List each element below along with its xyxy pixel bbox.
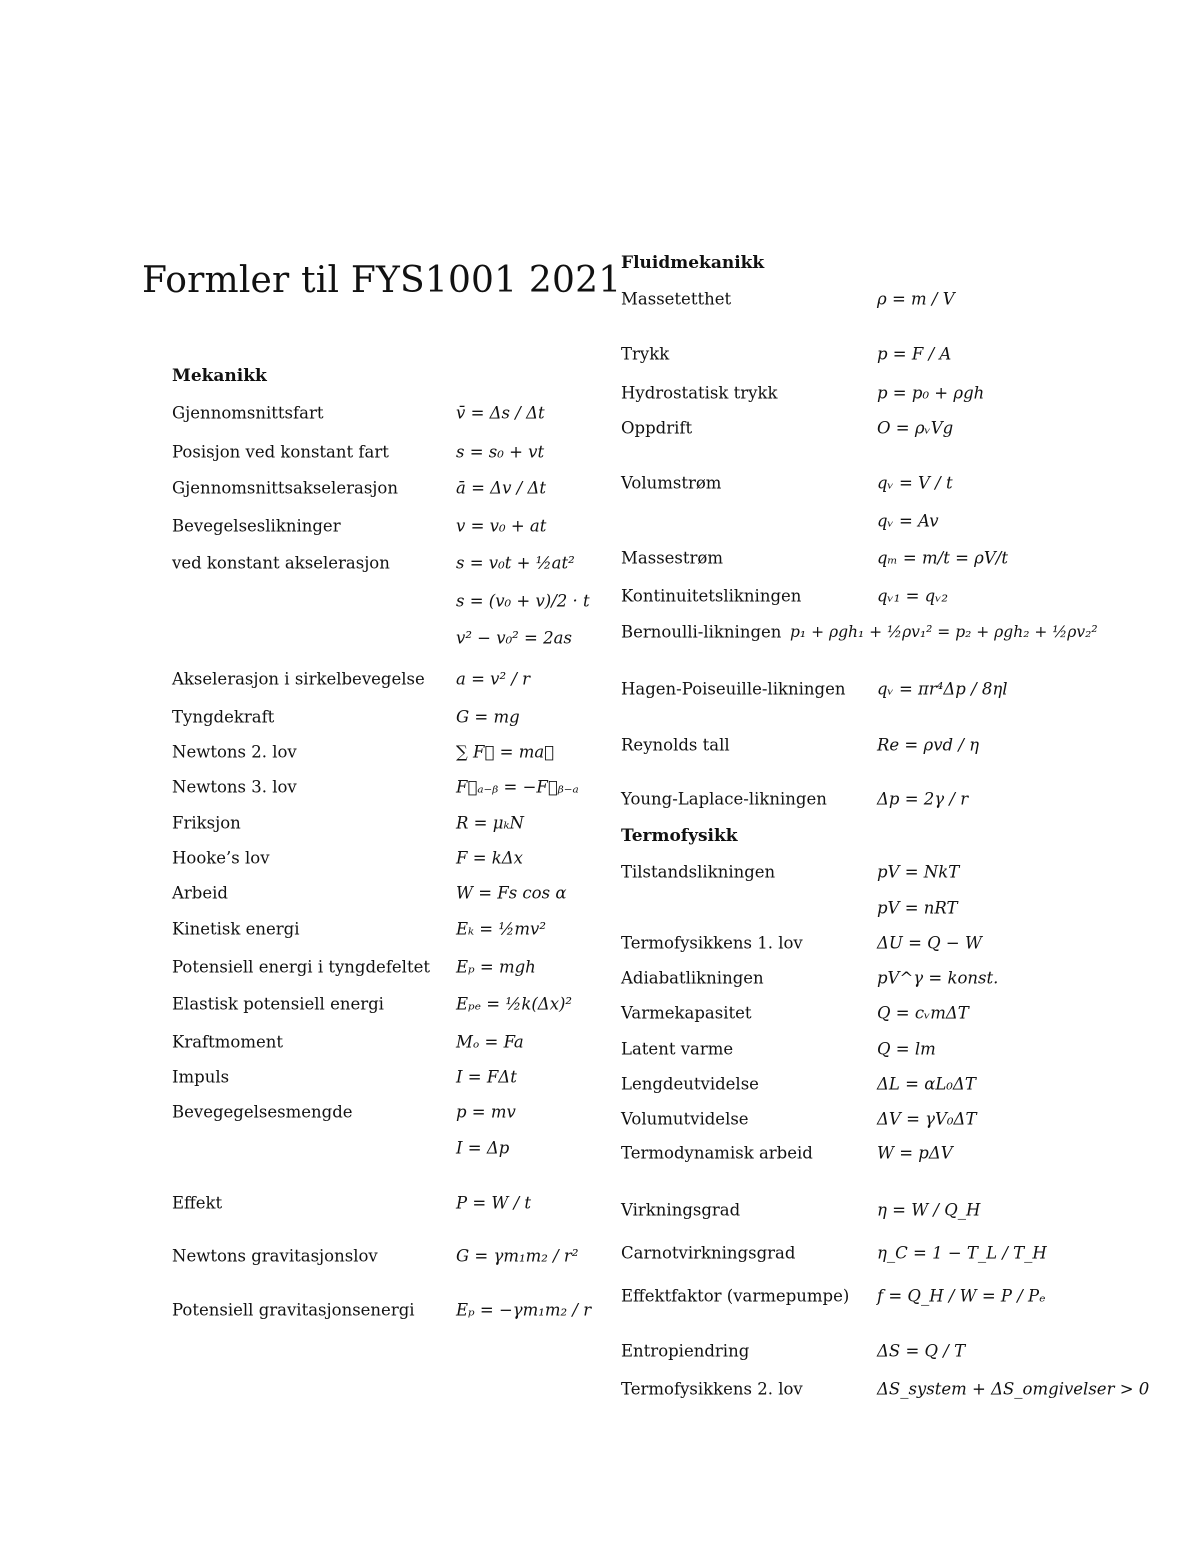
- formula-bevegelsesmengde-1: p = mv: [456, 1102, 516, 1122]
- label-tyngdekraft: Tyngdekraft: [172, 707, 275, 727]
- formula-oppdrift: O = ρᵥVg: [877, 418, 954, 438]
- label-effektfaktor: Effektfaktor (varmepumpe): [621, 1286, 850, 1306]
- label-effekt: Effekt: [172, 1193, 223, 1213]
- formula-termofysikkens-2-lov: ΔS_system + ΔS_omgivelser > 0: [877, 1379, 1150, 1399]
- label-adiabatlikningen: Adiabatlikningen: [621, 968, 764, 988]
- formula-volumutvidelse: ΔV = γV₀ΔT: [877, 1109, 977, 1129]
- label-impuls: Impuls: [172, 1067, 230, 1087]
- label-massestrom: Massestrøm: [621, 548, 723, 568]
- formula-massetetthet: ρ = m / V: [877, 289, 955, 309]
- formula-bernoulli: p₁ + ρgh₁ + ½ρv₁² = p₂ + ρgh₂ + ½ρv₂²: [790, 623, 1098, 641]
- section-heading-mekanikk: Mekanikk: [172, 366, 267, 386]
- label-massetetthet: Massetetthet: [621, 289, 732, 309]
- label-reynolds: Reynolds tall: [621, 735, 730, 755]
- label-oppdrift: Oppdrift: [621, 418, 693, 438]
- label-varmekapasitet: Varmekapasitet: [621, 1003, 752, 1023]
- label-bevegelseslikninger: Bevegelseslikninger: [172, 516, 341, 536]
- label-elastisk-energi: Elastisk potensiell energi: [172, 994, 384, 1014]
- label-newton-2: Newtons 2. lov: [172, 742, 297, 762]
- label-hagen-poiseuille: Hagen-Poiseuille-likningen: [621, 679, 846, 699]
- section-heading-termofysikk: Termofysikk: [621, 826, 738, 846]
- formula-bevegelseslikning-4: v² − v₀² = 2as: [456, 628, 572, 648]
- formula-posisjon: s = s₀ + vt: [456, 442, 545, 462]
- formula-gravitasjonsenergi: Eₚ = −γm₁m₂ / r: [456, 1300, 592, 1320]
- formula-trykk: p = F / A: [877, 344, 952, 364]
- label-arbeid: Arbeid: [172, 883, 228, 903]
- formula-newton-3: F⃗ₐ₋ᵦ = −F⃗ᵦ₋ₐ: [456, 777, 579, 797]
- label-gravitasjonsenergi: Potensiell gravitasjonsenergi: [172, 1300, 415, 1320]
- label-kontinuitetslikningen: Kontinuitetslikningen: [621, 586, 802, 606]
- formula-kontinuitetslikningen: qᵥ₁ = qᵥ₂: [877, 586, 948, 606]
- label-posisjon: Posisjon ved konstant fart: [172, 442, 389, 462]
- formula-carnotvirkningsgrad: η_C = 1 − T_L / T_H: [877, 1243, 1047, 1263]
- label-entropiendring: Entropiendring: [621, 1341, 750, 1361]
- formula-effektfaktor: f = Q_H / W = P / Pₑ: [877, 1286, 1046, 1306]
- formula-bevegelsesmengde-2: I = Δp: [456, 1138, 510, 1158]
- label-tilstandslikningen: Tilstandslikningen: [621, 862, 776, 882]
- formula-hagen-poiseuille: qᵥ = πr⁴Δp / 8ηl: [877, 679, 1008, 699]
- formula-volumstrom-2: qᵥ = Av: [877, 511, 939, 531]
- formula-sirkelbevegelse: a = v² / r: [456, 669, 531, 689]
- formula-lengdeutvidelse: ΔL = αL₀ΔT: [877, 1074, 976, 1094]
- formula-bevegelseslikning-3: s = (v₀ + v)/2 · t: [456, 591, 590, 611]
- formula-young-laplace: Δp = 2γ / r: [877, 789, 969, 809]
- formula-latent-varme: Q = lm: [877, 1039, 936, 1059]
- formula-reynolds: Re = ρvd / η: [877, 735, 980, 755]
- formula-gjennomsnittsakselerasjon: ā = Δv / Δt: [456, 478, 546, 498]
- label-virkningsgrad: Virkningsgrad: [621, 1200, 741, 1220]
- label-friksjon: Friksjon: [172, 813, 241, 833]
- formula-adiabatlikningen: pV^γ = konst.: [877, 968, 999, 988]
- label-konstant-akselerasjon: ved konstant akselerasjon: [172, 553, 390, 573]
- label-termofysikkens-2-lov: Termofysikkens 2. lov: [621, 1379, 803, 1399]
- formula-termofysikkens-1-lov: ΔU = Q − W: [877, 933, 982, 953]
- page-title: Formler til FYS1001 2021: [142, 260, 622, 302]
- label-hydrostatisk-trykk: Hydrostatisk trykk: [621, 383, 778, 403]
- formula-bevegelseslikning-2: s = v₀t + ½at²: [456, 553, 575, 573]
- label-volumutvidelse: Volumutvidelse: [621, 1109, 749, 1129]
- label-potensiell-energi: Potensiell energi i tyngdefeltet: [172, 957, 430, 977]
- formula-kinetisk-energi: Eₖ = ½mv²: [456, 919, 546, 939]
- label-kinetisk-energi: Kinetisk energi: [172, 919, 300, 939]
- formula-tilstandslikning-1: pV = NkT: [877, 862, 960, 882]
- formula-arbeid: W = Fs cos α: [456, 883, 567, 903]
- formula-bevegelseslikning-1: v = v₀ + at: [456, 516, 547, 536]
- formula-impuls: I = FΔt: [456, 1067, 517, 1087]
- formula-gravitasjonslov: G = γm₁m₂ / r²: [456, 1246, 579, 1266]
- label-gjennomsnittsfart: Gjennomsnittsfart: [172, 403, 324, 423]
- label-latent-varme: Latent varme: [621, 1039, 734, 1059]
- label-termofysikkens-1-lov: Termofysikkens 1. lov: [621, 933, 803, 953]
- formula-effekt: P = W / t: [456, 1193, 532, 1213]
- label-kraftmoment: Kraftmoment: [172, 1032, 284, 1052]
- formula-elastisk-energi: Eₚₑ = ½k(Δx)²: [456, 994, 573, 1014]
- formula-gjennomsnittsfart: v̄ = Δs / Δt: [456, 403, 545, 423]
- formula-volumstrom-1: qᵥ = V / t: [877, 473, 953, 493]
- label-newton-3: Newtons 3. lov: [172, 777, 297, 797]
- formula-massestrom: qₘ = m/t = ρV/t: [877, 548, 1008, 568]
- formula-virkningsgrad: η = W / Q_H: [877, 1200, 981, 1220]
- formula-friksjon: R = μₖN: [456, 813, 524, 833]
- label-volumstrom: Volumstrøm: [621, 473, 722, 493]
- formula-newton-2: ∑ F⃗ = ma⃗: [456, 742, 555, 762]
- formula-varmekapasitet: Q = cᵥmΔT: [877, 1003, 969, 1023]
- label-termodynamisk-arbeid: Termodynamisk arbeid: [621, 1143, 813, 1163]
- label-young-laplace: Young-Laplace-likningen: [621, 789, 827, 809]
- label-gjennomsnittsakselerasjon: Gjennomsnittsakselerasjon: [172, 478, 398, 498]
- label-bevegelsesmengde: Bevegegelsesmengde: [172, 1102, 353, 1122]
- formula-tyngdekraft: G = mg: [456, 707, 520, 727]
- section-heading-fluidmekanikk: Fluidmekanikk: [621, 253, 765, 273]
- formula-hydrostatisk-trykk: p = p₀ + ρgh: [877, 383, 985, 403]
- label-carnotvirkningsgrad: Carnotvirkningsgrad: [621, 1243, 796, 1263]
- label-sirkelbevegelse: Akselerasjon i sirkelbevegelse: [172, 669, 425, 689]
- formula-hookes-lov: F = kΔx: [456, 848, 523, 868]
- label-hookes-lov: Hooke’s lov: [172, 848, 270, 868]
- label-bernoulli: Bernoulli-likningen: [621, 622, 782, 642]
- label-gravitasjonslov: Newtons gravitasjonslov: [172, 1246, 378, 1266]
- label-trykk: Trykk: [621, 344, 670, 364]
- label-lengdeutvidelse: Lengdeutvidelse: [621, 1074, 759, 1094]
- formula-tilstandslikning-2: pV = nRT: [877, 898, 958, 918]
- formula-potensiell-energi: Eₚ = mgh: [456, 957, 536, 977]
- formula-kraftmoment: Mₒ = Fa: [456, 1032, 524, 1052]
- formula-termodynamisk-arbeid: W = pΔV: [877, 1143, 953, 1163]
- formula-entropiendring: ΔS = Q / T: [877, 1341, 966, 1361]
